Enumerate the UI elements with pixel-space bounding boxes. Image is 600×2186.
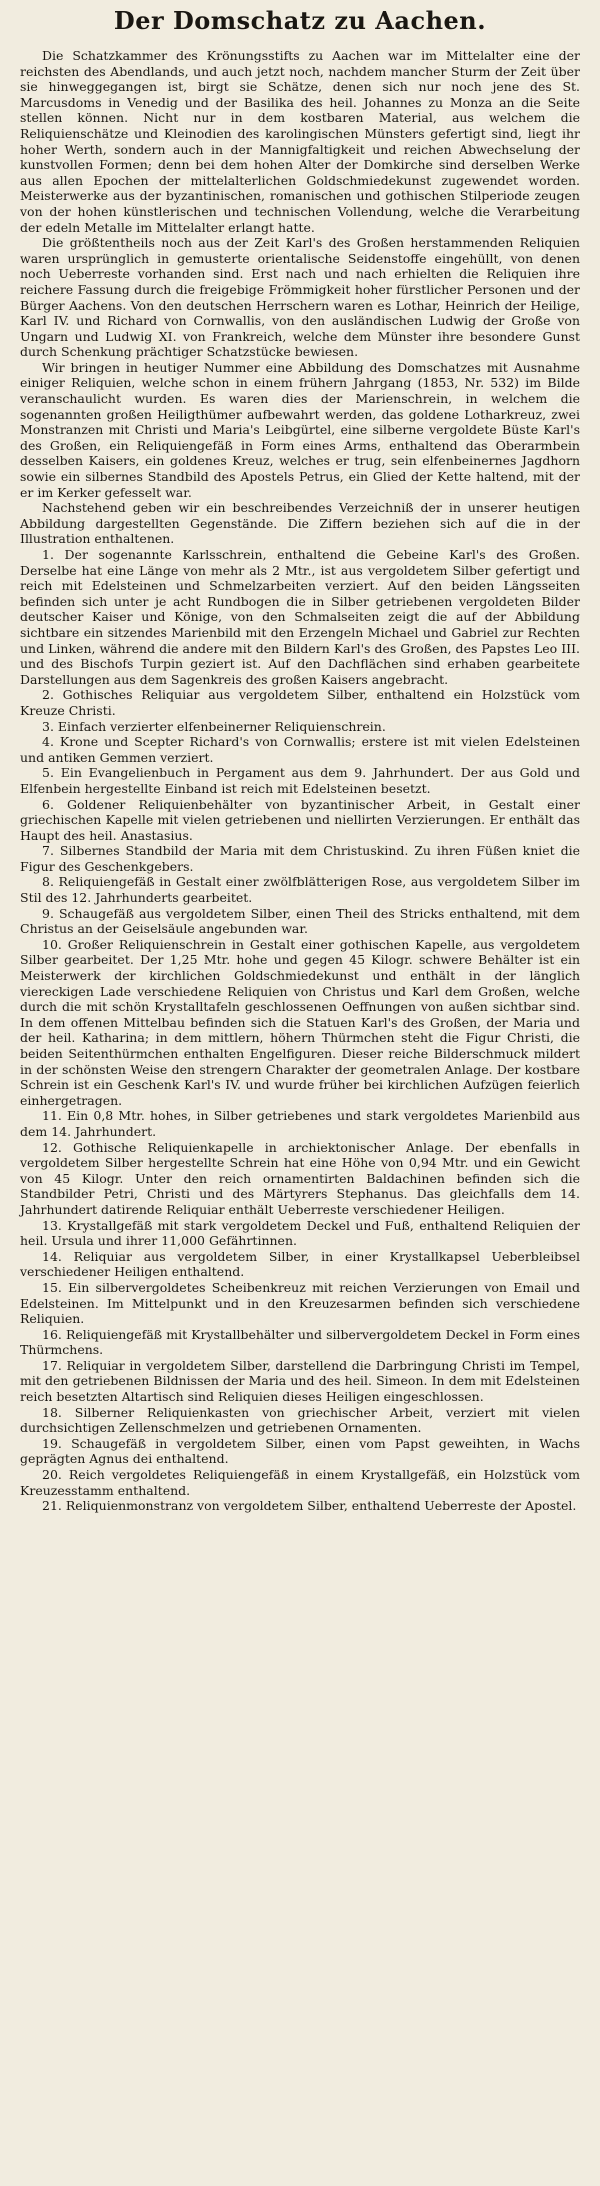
catalogue-item: 20. Reich vergoldetes Reliquiengefäß in einem Krystallgefäß, ein Holzstück vom Kreuzesstamm enthaltend. [20,1467,580,1498]
catalogue-item: 17. Reliquiar in vergoldetem Silber, darstellend die Darbringung Christi im Tempel, mit den getriebenen Bildnissen der Maria und des heil. Simeon. In dem mit Edelsteinen reich besetzten Altartisch sind Reliquien dieses Heiligen eingeschlossen. [20,1357,580,1405]
catalogue-item: 1. Der sogenannte Karlsschrein, enthaltend die Gebeine Karl's des Großen. Derselbe hat eine Länge von mehr als 2 Mtr., ist aus vergoldetem Silber gefertigt und reich mit Edelsteinen und Schmelzarbeiten verziert. Auf den beiden Längsseiten befinden sich unter je acht Rundbogen die in Silber getriebenen vergoldeten Bilder deutscher Kaiser und Könige, von den Schmalseiten zeigt die auf der Abbildung sichtbare ein sitzendes Marienbild mit den Erzengeln Michael und Gabriel zur Rechten und Linken, während die andere mit den Bildern Karl's des Großen, des Papstes Leo III. und des Bischofs Turpin geziert ist. Auf den Dachflächen sind erhaben gearbeitete Darstellungen aus dem Sagenkreis des großen Kaisers angebracht. [20,547,580,687]
catalogue-item: 4. Krone und Scepter Richard's von Cornwallis; erstere ist mit vielen Edelsteinen und antiken Gemmen verziert. [20,734,580,765]
catalogue-item: 8. Reliquiengefäß in Gestalt einer zwölfblätterigen Rose, aus vergoldetem Silber im Stil des 12. Jahrhunderts gearbeitet. [20,874,580,906]
intro-paragraph: Die Schatzkammer des Krönungsstifts zu Aachen war im Mittelalter eine der reichsten des Abendlands, und auch jetzt noch, nachdem mancher Sturm der Zeit über sie hinweggegangen ist, birgt sie Schätze, denen sich nur noch jene des St. Marcusdoms in Venedig und der Basilika des heil. Johannes zu Monza an die Seite stellen können. Nicht nur in dem kostbaren Material, aus welchem die Reliquienschätze und Kleinodien des karolingischen Münsters gefertigt sind, liegt ihr hoher Werth, sondern auch in der Mannigfaltigkeit und reichen Abwechselung der kunstvollen Formen; denn bei dem hohen Alter der Domkirche sind derselben Werke aus allen Epochen der mittelalterlichen Goldschmiedekunst zugewendet worden. Meisterwerke aus der byzantinischen, romanischen und gothischen Stilperiode zeugen von der hohen künstlerischen und technischen Vollendung, welche die Verarbeitung der edeln Metalle im Mittelalter erlangt hatte. [20,48,580,235]
catalogue-item: 5. Ein Evangelienbuch in Pergament aus dem 9. Jahrhundert. Der aus Gold und Elfenbein hergestellte Einband ist reich mit Edelsteinen besetzt. [20,765,580,796]
catalogue-item: 10. Großer Reliquienschrein in Gestalt einer gothischen Kapelle, aus vergoldetem Silber gearbeitet. Der 1,25 Mtr. hohe und gegen 45 Kilogr. schwere Behälter ist ein Meisterwerk der kirchlichen Goldschmiedekunst und enthält in der länglich viereckigen Lade verschiedene Reliquien von Christus und Karl dem Großen, welche durch die mit schön Krystalltafeln geschlossenen Oeffnungen von außen sichtbar sind. In dem offenen Mittelbau befinden sich die Statuen Karl's des Großen, der Maria und der heil. Katharina; in dem mittlern, höhern Thürmchen steht die Figur Christi, die beiden Seitenthürmchen enthalten Engelfiguren. Dieser reiche Bilderschmuck mildert in der schönsten Weise den strengern Charakter der geometralen Anlage. Der kostbare Schrein ist ein Geschenk Karl's IV. und wurde früher bei kirchlichen Aufzügen feierlich einhergetragen. [20,936,580,1108]
article-title: Der Domschatz zu Aachen. [113,6,487,35]
catalogue-item: 11. Ein 0,8 Mtr. hohes, in Silber getriebenes und stark vergoldetes Marienbild aus dem 14. Jahrhundert. [20,1108,580,1139]
catalogue-item: 2. Gothisches Reliquiar aus vergoldetem Silber, enthaltend ein Holzstück vom Kreuze Christi. [20,687,580,718]
catalogue-item: 9. Schaugefäß aus vergoldetem Silber, einen Theil des Stricks enthaltend, mit dem Christus an der Geiselsäule angebunden war. [20,905,580,937]
catalogue-item: 16. Reliquiengefäß mit Krystallbehälter und silbervergoldetem Deckel in Form eines Thürmchens. [20,1326,580,1358]
intro-paragraph: Wir bringen in heutiger Nummer eine Abbildung des Domschatzes mit Ausnahme einiger Reliquien, welche schon in einem frühern Jahrgang (1853, Nr. 532) im Bilde veranschaulicht wurden. Es waren dies der Marienschrein, in welchem die sogenannten großen Heiligthümer aufbewahrt werden, das goldene Lotharkreuz, zwei Monstranzen mit Christi und Maria's Leibgürtel, eine silberne vergoldete Büste Karl's des Großen, ein Reliquiengefäß in Form eines Arms, enthaltend das Oberarmbein desselben Kaisers, ein goldenes Kreuz, welches er trug, sein elfenbeinernes Jagdhorn sowie ein silbernes Standbild des Apostels Petrus, ein Glied der Kette haltend, mit der er im Kerker gefesselt war. [20,359,580,500]
catalogue-item: 13. Krystallgefäß mit stark vergoldetem Deckel und Fuß, enthaltend Reliquien der heil. Ursula und ihrer 11,000 Gefährtinnen. [20,1217,580,1249]
intro-paragraph: Die größtentheils noch aus der Zeit Karl's des Großen herstammenden Reliquien waren ursprünglich in gemusterte orientalische Seidenstoffe eingehüllt, von denen noch Ueberreste vorhanden sind. Erst nach und nach erhielten die Reliquien ihre reichere Fassung durch die freigebige Frömmigkeit hoher fürstlicher Personen und der Bürger Aachens. Von den deutschen Herrschern waren es Lothar, Heinrich der Heilige, Karl IV. und Richard von Cornwallis, von den ausländischen Ludwig der Große von Ungarn und Ludwig XI. von Frankreich, welche dem Münster ihre besondere Gunst durch Schenkung prächtiger Schatzstücke bewiesen. [20,235,580,360]
catalogue-item: 15. Ein silbervergoldetes Scheibenkreuz mit reichen Verzierungen von Email und Edelsteinen. Im Mittelpunkt und in den Kreuzesarmen befinden sich verschiedene Reliquien. [20,1279,580,1327]
catalogue-item: 6. Goldener Reliquienbehälter von byzantinischer Arbeit, in Gestalt einer griechischen Kapelle mit vielen getriebenen und niellirten Verzierungen. Er enthält das Haupt des heil. Anastasius. [20,796,580,843]
catalogue-item: 3. Einfach verzierter elfenbeinerner Reliquienschrein. [42,718,386,734]
catalogue-item: 21. Reliquienmonstranz von vergoldetem Silber, enthaltend Ueberreste der Apostel. [42,1498,577,1514]
catalogue-item: 18. Silberner Reliquienkasten von griechischer Arbeit, verziert mit vielen durchsichtigen Zellenschmelzen und getriebenen Ornamenten. [20,1404,580,1436]
catalogue-item: 19. Schaugefäß in vergoldetem Silber, einen vom Papst geweihten, in Wachs geprägten Agnus dei enthaltend. [20,1435,580,1467]
catalogue-item: 7. Silbernes Standbild der Maria mit dem Christuskind. Zu ihren Füßen kniet die Figur des Geschenkgebers. [20,843,580,874]
catalogue-item: 12. Gothische Reliquienkapelle in archiektonischer Anlage. Der ebenfalls in vergoldetem Silber hergestellte Schrein hat eine Höhe von 0,94 Mtr. und ein Gewicht von 45 Kilogr. Unter den reich ornamentirten Baldachinen befinden sich die Standbilder Petri, Christi und des Märtyrers Stephanus. Das gleichfalls dem 14. Jahrhundert datirende Reliquiar enthält Ueberreste verschiedener Heiligen. [20,1139,580,1217]
intro-paragraph: Nachstehend geben wir ein beschreibendes Verzeichniß der in unserer heutigen Abbildung dargestellten Gegenstände. Die Ziffern beziehen sich auf die in der Illustration enthaltenen. [20,500,580,547]
catalogue-item: 14. Reliquiar aus vergoldetem Silber, in einer Krystallkapsel Ueberbleibsel verschiedener Heiligen enthaltend. [20,1248,580,1280]
